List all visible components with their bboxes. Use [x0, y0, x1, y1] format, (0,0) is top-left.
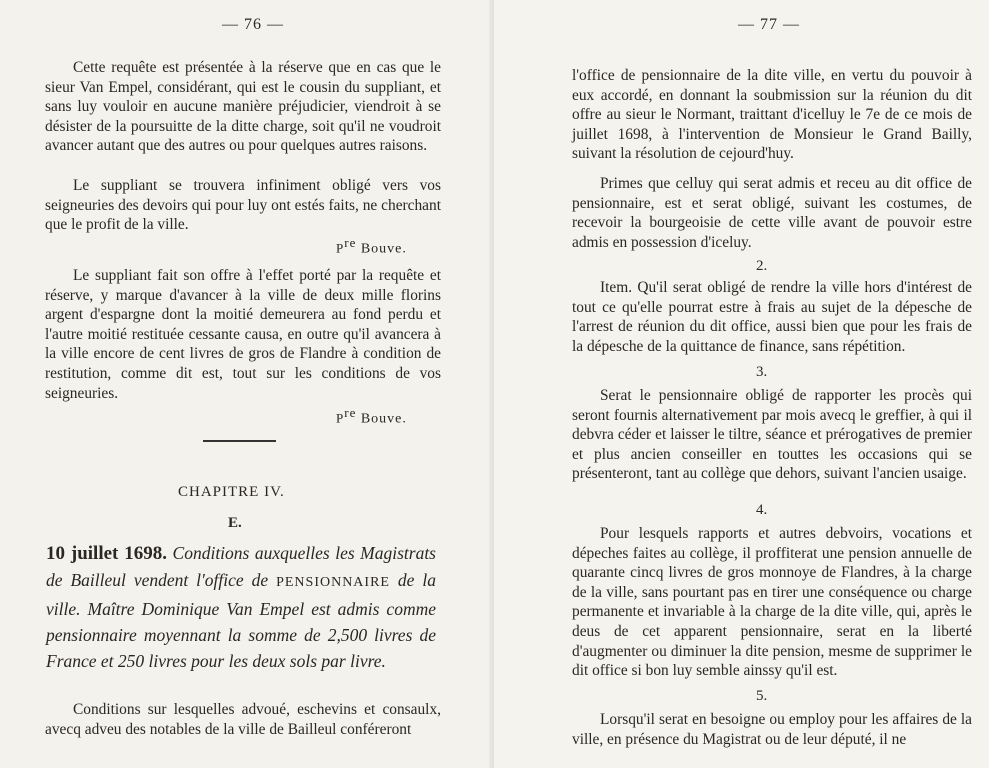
left-paragraph-2: Le suppliant se trouvera infiniment obligé vers vos seigneuries des devoirs qui pour luy ont estés faits, ne cherchant que le profit de la ville. [45, 177, 441, 234]
left-page [0, 0, 494, 768]
right-paragraph-2: Primes que celluy qui serat admis et receu au dit office de pensionnaire, est et serat obligé, suivant les costumes, de recevoir la bourgeoisie de cette ville avant de pouvoir estre admis en possession d'iceluy. [572, 175, 972, 251]
left-paragraph-4: Conditions sur lesquelles advoué, eschevins et consaulx, avecq adveu des notables de la ville de Bailleul conféreront [45, 701, 441, 738]
signature-2: $P^{re}$ Bouve. [336, 405, 407, 427]
right-paragraph-6: Lorsqu'il serat en besoigne ou employ pour les affaires de la ville, en présence du Magistrat ou de leur député, il ne [572, 711, 972, 748]
section-letter: E. [228, 515, 242, 531]
document-heading: 10 juillet 1698. Conditions auxquelles les Magistrats de Bailleul vendent l'office de PENSIONNAIRE de la ville. Maître Dominique Van Empel est admis comme pensionnaire moyennant la somme de 2,500 livres de France et 250 livres pour les deux sols par livre. [46, 543, 436, 671]
signature-1: $P^{re}$ Bouve. [336, 235, 407, 257]
right-page-number: — 77 — [738, 16, 800, 33]
right-paragraph-1: l'office de pensionnaire de la dite ville, en vertu du pouvoir à eux accordé, en donnant la soubmission sur la réunion du dit offre au sieur le Normant, traittant d'icelluy le 7e de ce mois de juillet 1698, à l'intervention de Monsieur le Grand Bailly, suivant la résolution de cejourd'huy. [572, 67, 972, 163]
section-divider [203, 440, 276, 442]
left-paragraph-1: Cette requête est présentée à la réserve que en cas que le sieur Van Empel, considérant, qui est le cousin du suppliant, et sans luy vouloir en aucune manière préjudicier, viendroit à se désister de la poursuitte de la ditte charge, soit qu'il ne voudroit avancer autant que des autres ou pour quelques autres raisons. [45, 59, 441, 155]
chapter-title: CHAPITRE IV. [178, 484, 285, 500]
item-number-5: 5. [756, 688, 768, 704]
left-page-number: — 76 — [222, 16, 284, 33]
item-number-3: 3. [756, 364, 768, 380]
item-number-4: 4. [756, 502, 768, 518]
right-paragraph-5: Pour lesquels rapports et autres debvoirs, vocations et dépeches faites au collège, il proffiterat une pension annuelle de quarante cincq livres de gros monnoye de Flandres, à la charge de la ville, sans pourtant pas en tirer une conséquence ou charge permanente et invariable à la charge de la dite ville, qui, après le deus de cet apparent pensionnaire, serat en la liberté d'augmenter ou diminuer la dite pension, mesme de supprimer le dit office si bon luy semble ainssy qu'il est. [572, 525, 972, 680]
right-paragraph-4: Serat le pensionnaire obligé de rapporter les procès qui seront fournis alternativement par mois avecq le greffier, à qui il debvra céder et laisser le tiltre, séance et prérogatives de premier et plus ancien conseiller en touttes les occasions qui se présenteront, tant au collège que dehors, suivant l'ancien usaige. [572, 387, 972, 483]
right-page [494, 0, 989, 768]
right-paragraph-3: Item. Qu'il serat obligé de rendre la ville hors d'intérest de tout ce qu'elle pourrat estre à frais au sujet de la dépesche de l'arrest de réunion du dit office, aussi bien que pour les frais de la dépesche de la quittance de finance, sans répétition. [572, 279, 972, 355]
left-paragraph-3: Le suppliant fait son offre à l'effet porté par la requête et réserve, y marque d'avancer à la ville de deux mille florins argent d'espargne dont la moitié demeurera au fond perdu et l'autre moitié restituée cessante causa, en outre qu'il avancera à la ville encore de cent livres de gros de Flandre à condition de restitution, comme dit est, tout sur les conditions de vos seigneuries. [45, 267, 441, 402]
heading-date: 10 juillet 1698. [46, 543, 168, 564]
item-number-2: 2. [756, 258, 768, 274]
